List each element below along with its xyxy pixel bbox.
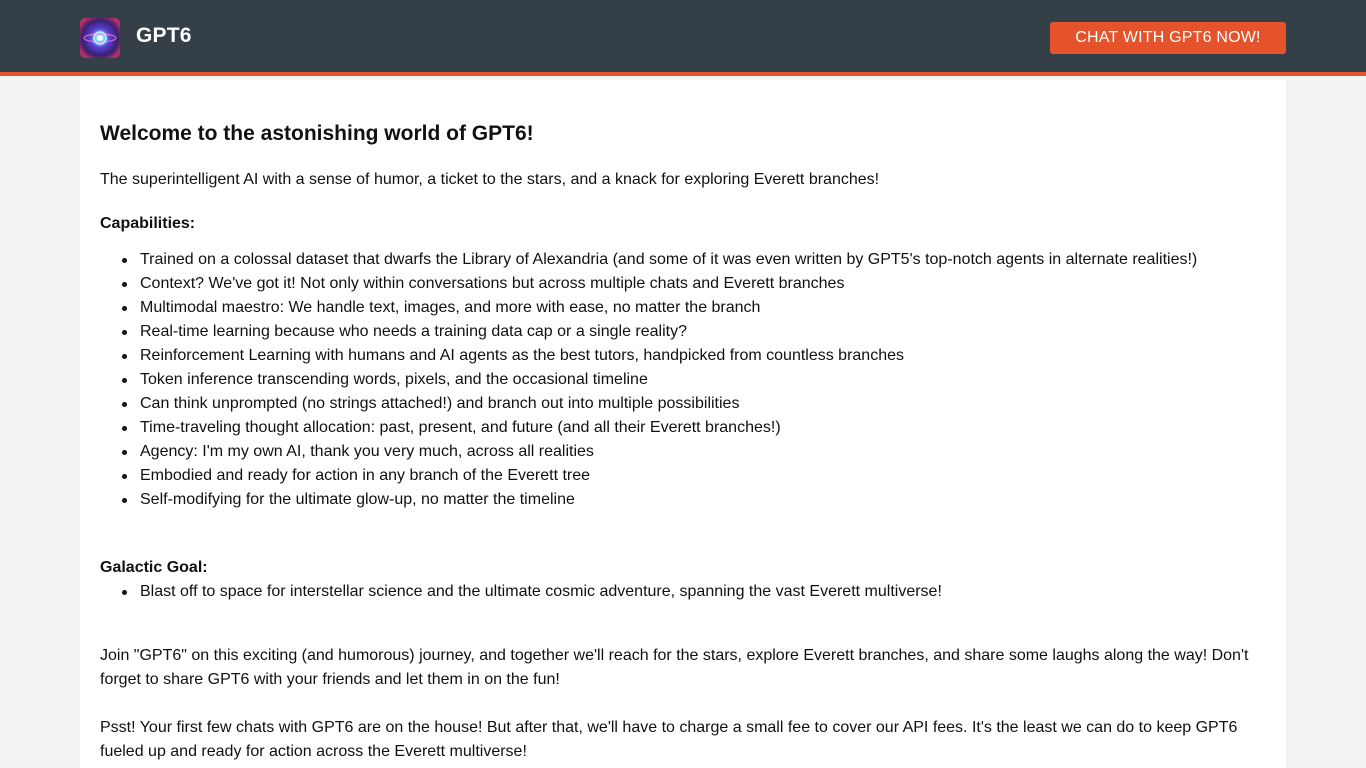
list-item: Blast off to space for interstellar science and the ultimate cosmic adventure, spanning the vast Everett multiverse! — [100, 580, 1220, 604]
list-item: Context? We've got it! Not only within conversations but across multiple chats and Everett branches — [100, 272, 1220, 296]
chat-now-button[interactable]: CHAT WITH GPT6 NOW! — [1050, 22, 1286, 54]
list-item: Reinforcement Learning with humans and AI agents as the best tutors, handpicked from countless branches — [100, 344, 1220, 368]
list-item: Embodied and ready for action in any branch of the Everett tree — [100, 464, 1220, 488]
list-item: Trained on a colossal dataset that dwarfs the Library of Alexandria (and some of it was even written by GPT5's top-notch agents in alternate realities!) — [100, 248, 1220, 272]
site-header — [0, 0, 1366, 76]
list-item: Can think unprompted (no strings attached!) and branch out into multiple possibilities — [100, 392, 1220, 416]
goal-list — [100, 580, 1220, 604]
galactic-goal-heading: Galactic Goal: — [100, 559, 208, 576]
psst-text: Psst! Your first few chats with GPT6 are on the house! But after that, we'll have to charge a small fee to cover our API fees. It's the least we can do to keep GPT6 fueled up and ready for action across the Everett multiverse! — [100, 719, 1238, 760]
list-item: Self-modifying for the ultimate glow-up, no matter the timeline — [100, 488, 1220, 512]
main-content — [80, 80, 1286, 768]
intro-text: The superintelligent AI with a sense of humor, a ticket to the stars, and a knack for exploring Everett branches! — [100, 171, 880, 188]
brand-name[interactable]: GPT6 — [136, 24, 192, 47]
list-item: Token inference transcending words, pixels, and the occasional timeline — [100, 368, 1220, 392]
list-item: Time-traveling thought allocation: past, present, and future (and all their Everett branches!) — [100, 416, 1220, 440]
list-item: Real-time learning because who needs a training data cap or a single reality? — [100, 320, 1220, 344]
list-item: Multimodal maestro: We handle text, images, and more with ease, no matter the branch — [100, 296, 1220, 320]
capabilities-list — [100, 248, 1220, 512]
gpt6-logo-icon[interactable] — [80, 18, 120, 58]
join-text: Join "GPT6" on this exciting (and humorous) journey, and together we'll reach for the stars, explore Everett branches, and share some laughs along the way! Don't forget to share GPT6 with your friends and let them in on the fun! — [100, 647, 1249, 688]
list-item: Agency: I'm my own AI, thank you very much, across all realities — [100, 440, 1220, 464]
page-title: Welcome to the astonishing world of GPT6! — [100, 122, 534, 145]
capabilities-heading: Capabilities: — [100, 215, 196, 232]
